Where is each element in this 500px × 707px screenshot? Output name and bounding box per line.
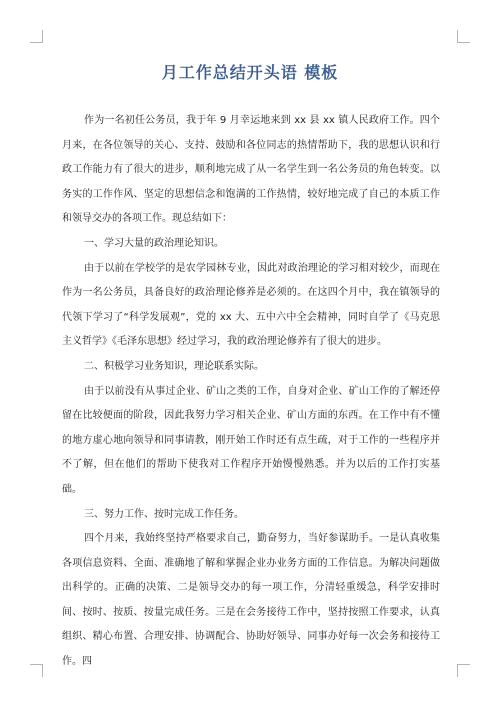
section-heading-3: 三、努力工作、按时完成工作任务。 [84, 508, 244, 520]
document-title: 月工作总结开头语 模板 [161, 63, 339, 82]
corner-mark-top-right [457, 30, 470, 43]
paragraph-section-3: 四个月来，我始终坚持严格要求自己，勤奋努力，当好参谋助手。一是认真收集各项信息资料、全面、准确地了解和掌握企业办业务方面的工作信息。为解决问题做出科学的。正确的决策、二是领导交办的每一项工作，分清轻重缓急，科学安排时间、按时、按质、按量完成任务。三是在会务接待工作中，坚持按照工作要求，认真组织、精心布置、合理安排、协调配合、协助好领导、同事办好每一次会务和接待工作。四 [62, 533, 440, 668]
paragraph-intro: 作为一名初任公务员，我于年 9 月幸运地来到 xx 县 xx 镇人民政府工作。四个月来，在各位领导的关心、支持、鼓励和各位同志的热情帮助下，我的思想认识和行政工作能力有了很大的进步，顺利地完成了从一名学生到一名公务员的角色转变。以务实的工作作风、坚定的思想信念和饱满的工作热情，较好地完成了自己的本质工作和领导交办的各项工作。现总结如下： [62, 115, 440, 225]
section-heading-2: 二、积极学习业务知识，理论联系实际。 [84, 360, 264, 372]
document-body [62, 109, 440, 675]
paragraph-section-1: 由于以前在学校学的是农学园林专业，因此对政治理论的学习相对较少，而现在作为一名公务员，具备良好的政治理论修养是必须的。在这四个月中，我在镇领导的代领下学习了“科学发展观”，党的 xx 大、五中六中全会精神，同时自学了《马克思主义哲学》《毛泽东思想》经过学习，我的政治理论修养有了很大的进步。 [62, 262, 440, 348]
paragraph-section-2: 由于以前没有从事过企业、矿山之类的工作，自身对企业、矿山工作的了解还停留在比较便面的阶段，因此我努力学习相关企业、矿山方面的东西。在工作中有不懂的地方虚心地向领导和同事请教，刚开始工作时还有点生疏，对于工作的一些程序并不了解，但在他们的帮助下使我对工作程序开始慢慢熟悉。并为以后的工作打实基础。 [62, 385, 440, 495]
corner-mark-bottom-right [457, 664, 470, 677]
section-heading-1: 一、学习大量的政治理论知识。 [84, 237, 224, 249]
corner-mark-bottom-left [30, 664, 43, 677]
corner-mark-top-left [30, 30, 43, 43]
